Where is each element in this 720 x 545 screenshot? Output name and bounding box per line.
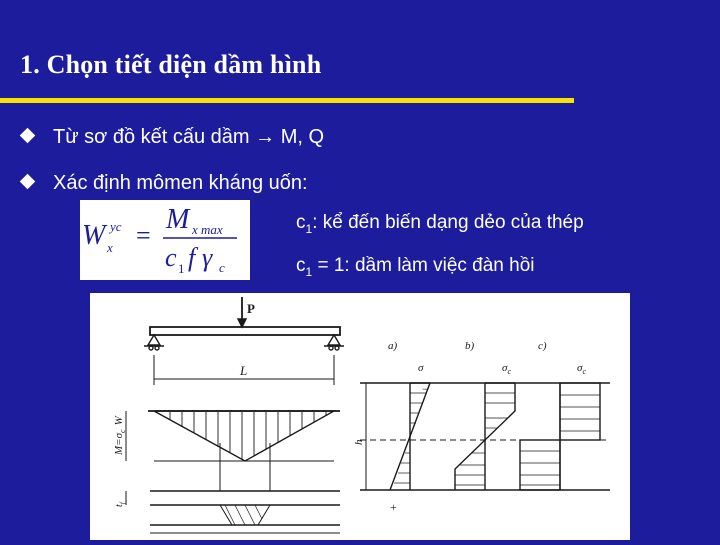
- sigma-label: σ: [418, 362, 424, 374]
- case-a-label: a): [388, 340, 398, 352]
- note-text: : kể đến biến dạng dẻo của thép: [312, 212, 584, 233]
- formula-c: c: [165, 243, 177, 272]
- note-subscript: 1: [305, 221, 313, 236]
- note-c1-elastic: [296, 255, 535, 279]
- beam-stress-figure: [90, 293, 630, 540]
- diamond-bullet-icon: [20, 174, 36, 190]
- sigma-c-label-b: $\sigma_c$: [502, 362, 511, 376]
- load-arrow-icon: [238, 319, 246, 327]
- note-subscript: 1: [305, 264, 313, 279]
- note-symbol: c: [296, 255, 306, 276]
- bullet-item-moment: [22, 172, 308, 195]
- sigma-c-label-c: $\sigma_c$: [577, 362, 586, 376]
- bullet-item-structure: [22, 126, 324, 149]
- section-modulus-formula: [80, 200, 250, 280]
- formula-w-sup: yc: [110, 219, 122, 234]
- formula-f: f: [188, 243, 196, 272]
- formula-m: M: [166, 204, 190, 235]
- formula-c-sub: 1: [178, 261, 185, 276]
- moment-diagram: [113, 411, 340, 533]
- formula-gamma: γ: [202, 243, 213, 272]
- flange-label: $t_f$: [114, 502, 127, 507]
- bullet-text: Xác định mômen kháng uốn:: [53, 172, 308, 194]
- case-c-label: c): [538, 340, 547, 352]
- support-right-icon: [328, 335, 340, 345]
- moment-label: $M=\sigma_cW$: [113, 416, 127, 455]
- beam-diagram: [144, 297, 344, 385]
- support-left-icon: [148, 335, 160, 345]
- bullet-text: Từ sơ đồ kết cấu dầm → M, Q: [53, 126, 325, 148]
- slide-title: 1. Chọn tiết diện dầm hình: [20, 50, 322, 79]
- formula-m-sub: x max: [192, 222, 223, 237]
- case-b-label: b): [465, 340, 475, 352]
- plus-label: +: [390, 500, 397, 514]
- note-text: = 1: dầm làm việc đàn hồi: [312, 255, 535, 276]
- formula-w: W: [82, 220, 106, 251]
- diamond-bullet-icon: [20, 128, 36, 144]
- span-label: L: [240, 363, 248, 378]
- stress-profiles: [353, 340, 610, 514]
- note-symbol: c: [296, 212, 306, 233]
- load-label: P: [247, 301, 255, 316]
- formula-equals: =: [136, 221, 151, 250]
- title-underline: [0, 98, 574, 103]
- height-label: h: [353, 439, 365, 445]
- minus-label: −: [422, 382, 429, 396]
- formula-w-sub: x: [107, 240, 113, 255]
- formula-gamma-sub: c: [219, 260, 225, 275]
- note-c1-plastic: [296, 212, 584, 236]
